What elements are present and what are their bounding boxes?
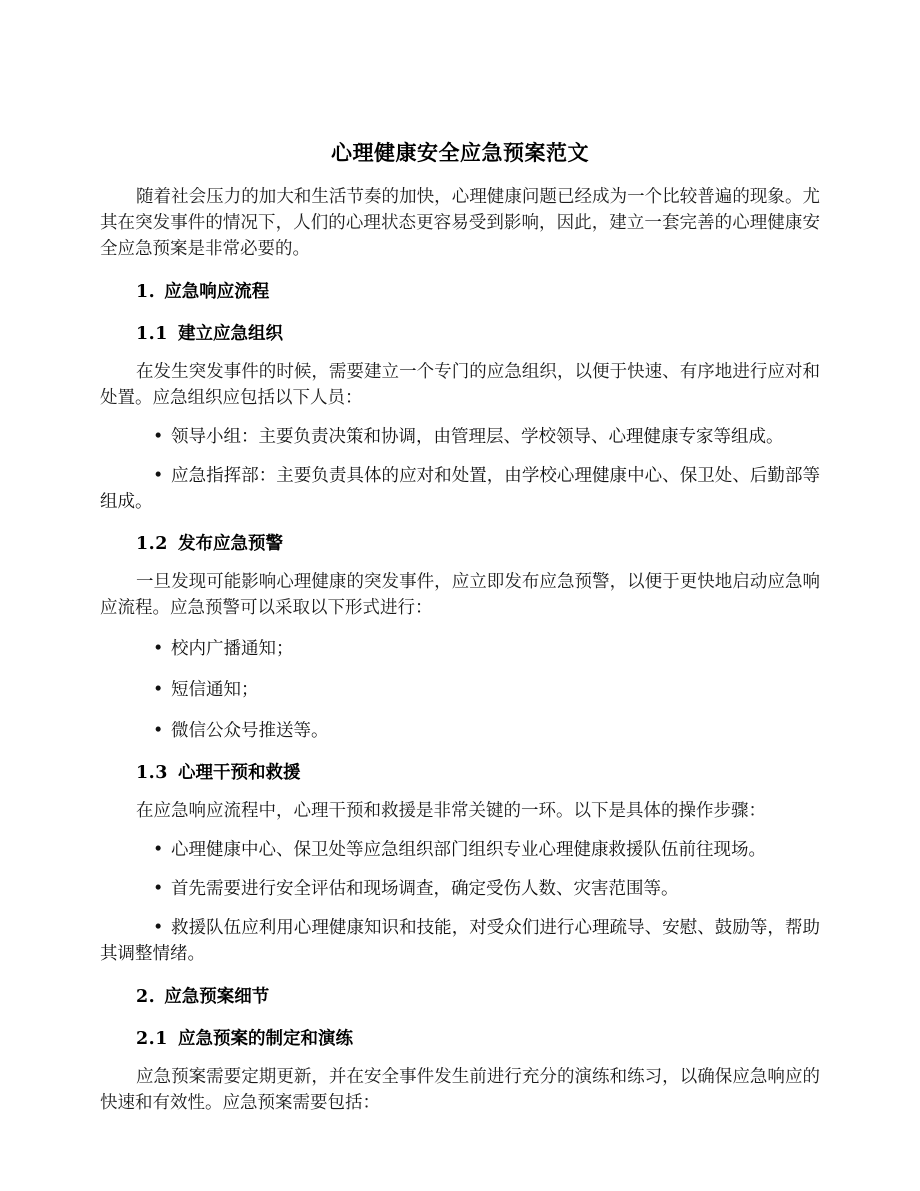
paragraph-1-1: 在发生突发事件的时候，需要建立一个专门的应急组织，以便于快速、有序地进行应对和处置。应急组织应包括以下人员： [100,362,820,408]
list-item-text: 校内广播通知； [171,639,294,659]
subsection-number-1-1: 1.1 [136,324,168,344]
bullet-icon [153,876,171,902]
list-item [100,636,820,662]
list-item-text: 首先需要进行安全评估和现场调查，确定受伤人数、灾害范围等。 [171,879,679,899]
bullet-icon [153,636,171,662]
list-item-text: 领导小组：主要负责决策和协调，由管理层、学校领导、心理健康专家等组成。 [171,427,784,447]
list-item [100,837,820,863]
subsection-number-1-3: 1.3 [136,763,168,783]
subsection-title-1-1: 建立应急组织 [177,324,283,344]
bullet-icon [153,424,171,450]
section-heading-2 [100,984,820,1010]
bullet-list-1-3 [100,837,820,967]
list-item-text: 心理健康中心、保卫处等应急组织部门组织专业心理健康救援队伍前往现场。 [171,840,766,860]
list-item [100,915,820,967]
subsection-heading-1-1 [100,321,820,347]
subsection-heading-1-3 [100,760,820,786]
list-item-text: 应急指挥部：主要负责具体的应对和处置，由学校心理健康中心、保卫处、后勤部等组成。 [100,466,820,512]
subsection-title-2-1: 应急预案的制定和演练 [177,1029,353,1049]
subsection-number-1-2: 1.2 [136,534,168,554]
subsection-heading-2-1 [100,1026,820,1052]
paragraph-1-2: 一旦发现可能影响心理健康的突发事件，应立即发布应急预警，以便于更快地启动应急响应流程。应急预警可以采取以下形式进行： [100,572,820,618]
list-item [100,424,820,450]
paragraph-2-1: 应急预案需要定期更新，并在安全事件发生前进行充分的演练和练习，以确保应急响应的快速和有效性。应急预案需要包括： [100,1067,820,1113]
list-item [100,677,820,703]
bullet-icon [153,677,171,703]
subsection-title-1-2: 发布应急预警 [177,534,283,554]
subsection-heading-1-2 [100,531,820,557]
subsection-title-1-3: 心理干预和救援 [177,763,301,783]
bullet-list-1-2 [100,636,820,744]
bullet-icon [153,463,171,489]
list-item-text: 微信公众号推送等。 [171,721,329,741]
list-item [100,463,820,515]
list-item [100,718,820,744]
document-content [100,0,820,1116]
bullet-icon [153,718,171,744]
bullet-list-1-1 [100,424,820,515]
section-number-2: 2. [136,987,156,1007]
intro-paragraph: 随着社会压力的加大和生活节奏的加快，心理健康问题已经成为一个比较普遍的现象。尤其在突发事件的情况下，人们的心理状态更容易受到影响，因此，建立一套完善的心理健康安全应急预案是非常必要的。 [100,187,820,259]
bullet-icon [153,915,171,941]
paragraph-1-3: 在应急响应流程中，心理干预和救援是非常关键的一环。以下是具体的操作步骤： [136,801,766,821]
section-title-2: 应急预案细节 [164,987,270,1007]
subsection-number-2-1: 2.1 [136,1029,168,1049]
list-item [100,876,820,902]
section-number-1: 1. [136,282,156,302]
section-title-1: 应急响应流程 [164,282,270,302]
bullet-icon [153,837,171,863]
page-title: 心理健康安全应急预案范文 [331,141,589,165]
list-item-text: 短信通知； [171,680,259,700]
list-item-text: 救援队伍应利用心理健康知识和技能，对受众们进行心理疏导、安慰、鼓励等，帮助其调整情绪。 [100,918,820,964]
section-heading-1 [100,279,820,305]
